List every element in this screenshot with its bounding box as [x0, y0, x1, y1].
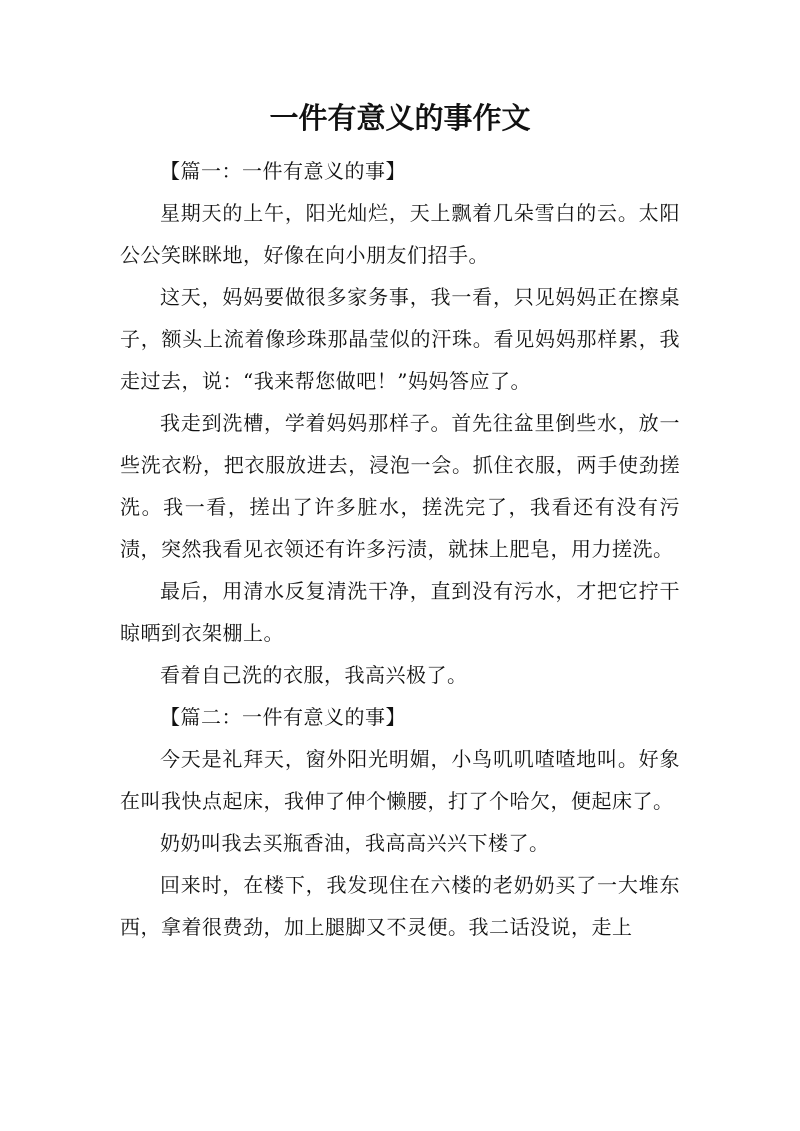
document-body [120, 150, 680, 948]
paragraph: 最后，用清水反复清洗干净，直到没有污水，才把它拧干晾晒到衣架棚上。 [120, 579, 680, 645]
paragraph: 我走到洗槽，学着妈妈那样子。首先往盆里倒些水，放一些洗衣粉，把衣服放进去，浸泡一会。抓住衣服，两手使劲搓洗。我一看，搓出了许多脏水，搓洗完了，我看还有没有污渍，突然我看见衣领还有许多污渍，就抹上肥皂，用力搓洗。 [120, 411, 680, 561]
section-heading-2: 【篇二：一件有意义的事】 [160, 705, 406, 729]
paragraph: 星期天的上午，阳光灿烂，天上飘着几朵雪白的云。太阳公公笑眯眯地，好像在向小朋友们招手。 [120, 201, 680, 267]
paragraph: 今天是礼拜天，窗外阳光明媚，小鸟叽叽喳喳地叫。好象在叫我快点起床，我伸了伸个懒腰，打了个哈欠，便起床了。 [120, 747, 680, 813]
paragraph: 奶奶叫我去买瓶香油，我高高兴兴下楼了。 [160, 831, 550, 855]
paragraph: 回来时，在楼下，我发现住在六楼的老奶奶买了一大堆东西，拿着很费劲，加上腿脚又不灵便。我二话没说，走上 [120, 873, 680, 939]
paragraph: 看着自己洗的衣服，我高兴极了。 [160, 663, 468, 687]
section-heading-1: 【篇一：一件有意义的事】 [160, 159, 406, 183]
document-title: 一件有意义的事作文 [269, 101, 531, 135]
paragraph: 这天，妈妈要做很多家务事，我一看，只见妈妈正在擦桌子，额头上流着像珍珠那晶莹似的汗珠。看见妈妈那样累，我走过去，说：“我来帮您做吧！”妈妈答应了。 [120, 285, 680, 393]
